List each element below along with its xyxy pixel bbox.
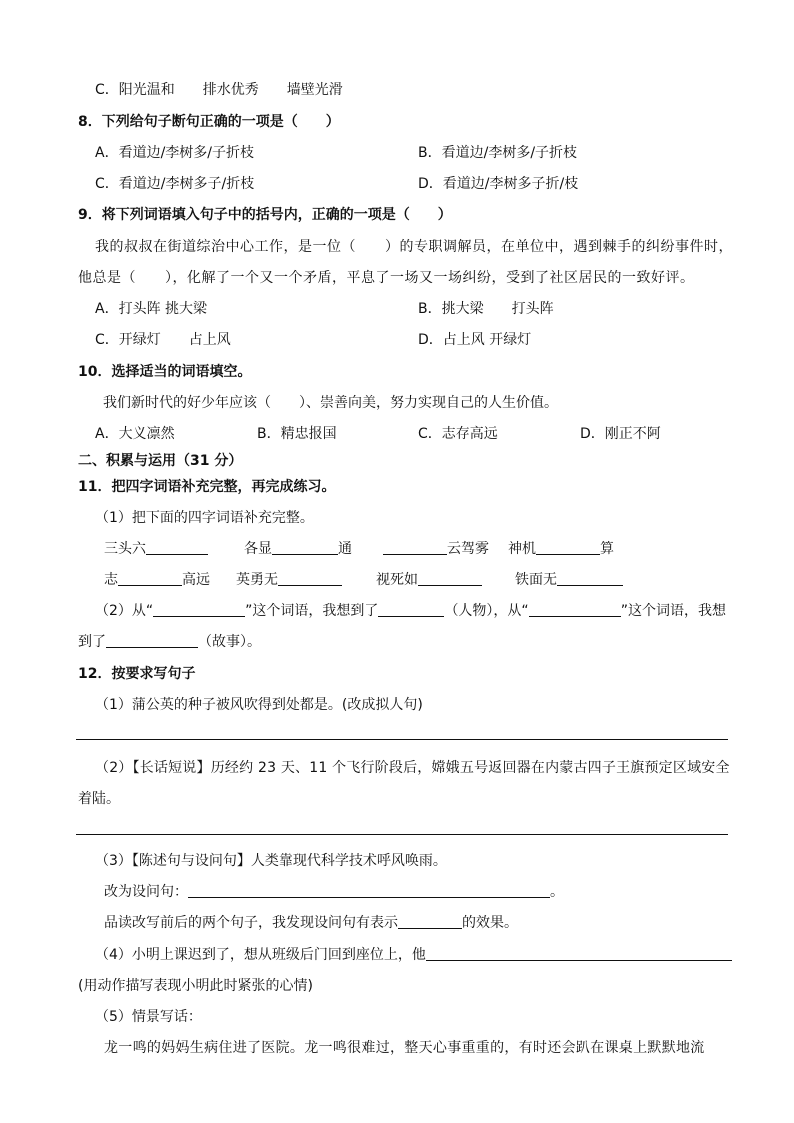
idiom-2: 各显 通 (244, 541, 352, 557)
q12-part1: （1）蒲公英的种子被风吹得到处都是。(改成拟人句) (95, 697, 423, 713)
q12-part5-scenario: 龙一鸣的妈妈生病住进了医院。龙一鸣很难过，整天心事重重的，有时还会趴在课桌上默默地流 (104, 1040, 705, 1056)
section-2-title: 二、积累与运用（31 分） (78, 453, 243, 469)
q8-option-d: D．看道边/李树多子折/枝 (418, 176, 579, 192)
idiom-8-blank[interactable] (557, 571, 623, 586)
q12-part2-answer-line[interactable] (76, 834, 728, 835)
q11-idiom-blank-1[interactable] (153, 602, 245, 617)
q8-option-b: B．看道边/李树多/子折枝 (418, 145, 578, 161)
q9-option-a: A．打头阵 挑大梁 (95, 301, 208, 317)
idiom-3: 云驾雾 (383, 539, 489, 559)
idiom-6-blank[interactable] (278, 571, 342, 586)
q10-option-b: B．精忠报国 (257, 426, 337, 442)
q11-person-blank[interactable] (378, 602, 444, 617)
q9-option-c: C．开绿灯 占上风 (95, 332, 231, 348)
q9-paragraph-line1: 我的叔叔在街道综治中心工作，是一位（ ）的专职调解员，在单位中，遇到棘手的纠纷事件时， (95, 239, 733, 255)
q8-stem: 8．下列给句子断句正确的一项是（ ） (78, 114, 340, 130)
q11-part1: （1）把下面的四字词语补充完整。 (95, 510, 314, 526)
q12-part3-effect: 品读改写前后的两个句子，我发现设问句有表示 的效果。 (104, 915, 518, 931)
q12-part1-answer-line[interactable] (76, 739, 728, 740)
idiom-5: 志 高远 (104, 572, 210, 588)
idiom-3-blank[interactable] (383, 540, 447, 555)
idiom-8: 铁面无 (515, 570, 623, 590)
q12-part3-effect-blank[interactable] (398, 914, 462, 929)
q12-part3-rewrite-blank[interactable] (188, 883, 550, 898)
q9-option-d: D．占上风 开绿灯 (418, 332, 532, 348)
q11-stem: 11．把四字词语补充完整，再完成练习。 (78, 479, 336, 495)
idiom-7: 视死如 (376, 570, 482, 590)
q10-option-a: A．大义凛然 (95, 426, 175, 442)
idiom-5-blank[interactable] (118, 571, 182, 586)
q10-stem: 10．选择适当的词语填空。 (78, 364, 252, 380)
idiom-7-blank[interactable] (418, 571, 482, 586)
idiom-4-blank[interactable] (536, 540, 600, 555)
q11-part2-line2: 到了 （故事）。 (78, 634, 261, 650)
q11-idiom-blank-2[interactable] (529, 602, 621, 617)
q12-part4: （4）小明上课迟到了，想从班级后门回到座位上，他 (95, 945, 732, 965)
q12-stem: 12．按要求写句子 (78, 666, 196, 682)
q8-option-a: A．看道边/李树多/子折枝 (95, 145, 255, 161)
q10-option-d: D．刚正不阿 (580, 426, 661, 442)
q12-part3: （3）【陈述句与设问句】人类靠现代科学技术呼风唤雨。 (95, 853, 447, 869)
q8-option-c: C．看道边/李树多子/折枝 (95, 176, 255, 192)
q9-stem: 9．将下列词语填入句子中的括号内，正确的一项是（ ） (78, 207, 452, 223)
q7-option-c: C．阳光温和 排水优秀 墙壁光滑 (95, 82, 343, 98)
q12-part4-note: (用动作描写表现小明此时紧张的心情) (78, 978, 313, 994)
idiom-4: 神机 算 (508, 541, 614, 557)
q11-part2-line1: （2）从“ ”这个词语，我想到了 （人物），从“ ”这个词语，我想 (95, 603, 726, 619)
q9-paragraph-line2: 他总是（ ），化解了一个又一个矛盾，平息了一场又一场纠纷，受到了社区居民的一致好评。 (78, 270, 695, 286)
idiom-2-blank[interactable] (272, 540, 338, 555)
q10-option-c: C．志存高远 (418, 426, 498, 442)
q9-option-b: B．挑大梁 打头阵 (418, 301, 554, 317)
idiom-1-blank[interactable] (146, 540, 208, 555)
idiom-1: 三头六 (104, 539, 208, 559)
q12-part2-line2: 着陆。 (78, 791, 120, 807)
q10-paragraph: 我们新时代的好少年应该（ ）、崇善向美，努力实现自己的人生价值。 (103, 395, 558, 411)
q12-part4-blank[interactable] (426, 946, 732, 961)
q12-part2-line1: （2）【长话短说】历经约 23 天、11 个飞行阶段后，嫦娥五号返回器在内蒙古四子王旗预定区域安全 (95, 760, 730, 776)
idiom-6: 英勇无 (236, 570, 342, 590)
q12-part3-rewrite: 改为设问句： 。 (104, 884, 564, 900)
q11-story-blank[interactable] (106, 633, 198, 648)
q12-part5: （5）情景写话： (95, 1009, 202, 1025)
